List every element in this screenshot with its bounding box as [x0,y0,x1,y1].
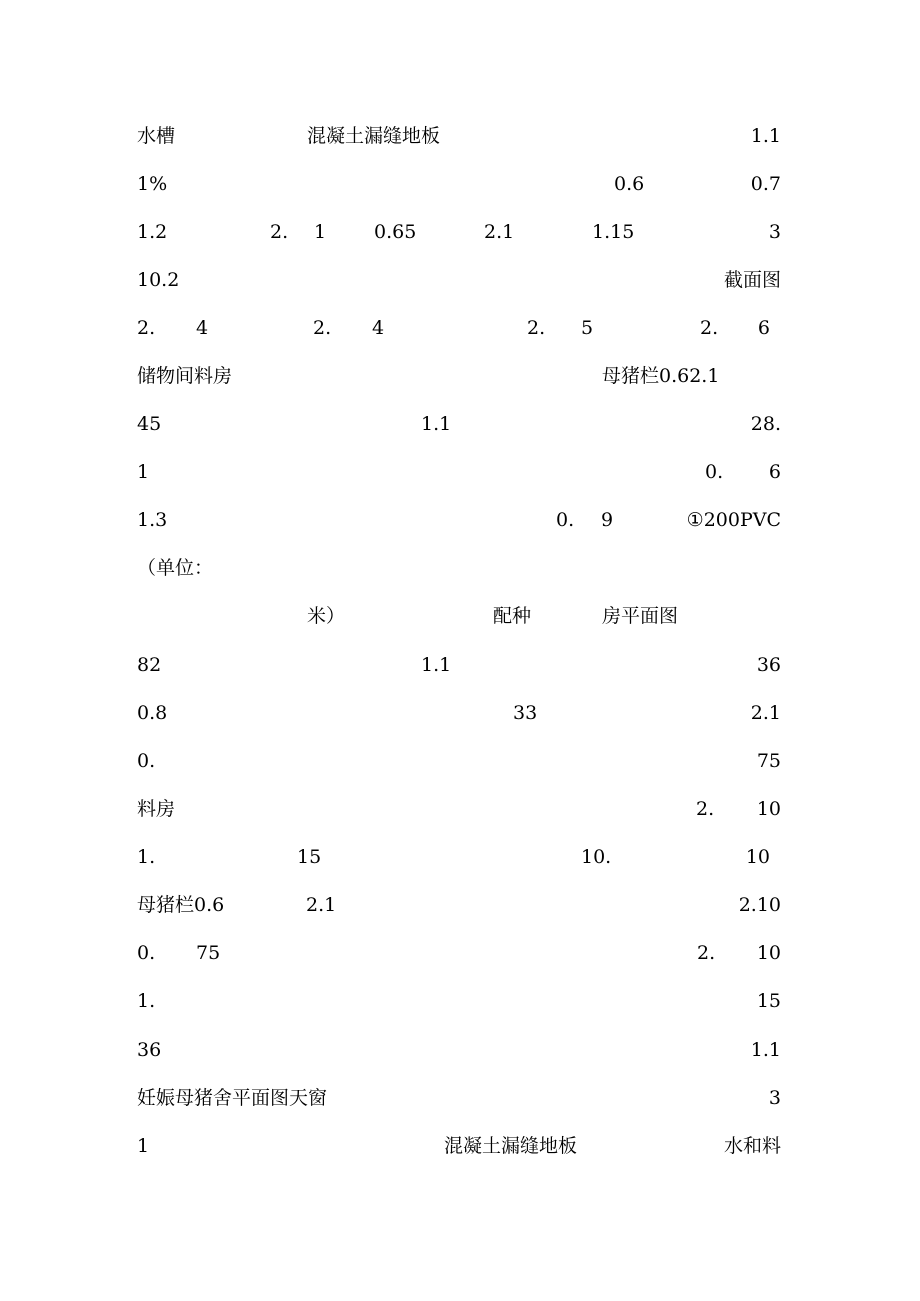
text-cell: 1 [314,221,327,243]
text-cell: 水槽 [137,125,176,147]
text-cell: 10.2 [137,269,180,291]
text-cell: 33 [513,702,538,724]
text-line [0,175,920,201]
text-cell: 1 [137,1135,150,1157]
text-cell: 1.1 [750,1039,781,1061]
text-cell: 10 [756,798,781,820]
text-cell: 3 [768,1087,781,1109]
text-line [0,271,920,297]
text-cell: 1% [137,173,168,195]
text-cell: 10 [745,846,770,868]
text-line [0,223,920,249]
text-cell: 45 [137,413,162,435]
text-cell: 10 [756,942,781,964]
text-cell: 2. [527,317,546,339]
text-line [0,704,920,730]
text-cell: 储物间料房 [137,365,233,387]
text-line [0,607,920,633]
text-cell: 2. [313,317,332,339]
text-cell: 28. [750,413,781,435]
text-cell: 料房 [137,798,176,820]
text-cell: 截面图 [723,269,781,291]
text-cell: 6 [757,317,770,339]
text-line [0,896,920,922]
text-line [0,1089,920,1115]
text-line [0,848,920,874]
text-cell: 2. [697,942,716,964]
text-line [0,127,920,153]
text-cell: 0. [556,509,575,531]
text-cell: 2.1 [306,894,337,916]
text-cell: 15 [756,990,781,1012]
text-cell: 3 [768,221,781,243]
text-cell: 36 [137,1039,162,1061]
text-cell: 6 [768,461,781,483]
text-cell: 1 [137,461,150,483]
text-cell: 36 [756,654,781,676]
text-cell: 15 [297,846,322,868]
text-cell: 75 [756,750,781,772]
text-line [0,319,920,345]
text-line [0,559,920,585]
text-cell: 10. [581,846,612,868]
text-cell: 0.65 [374,221,417,243]
text-cell: 0.6 [614,173,645,195]
text-line [0,800,920,826]
text-cell: 1.1 [421,413,452,435]
text-cell: 2.1 [750,702,781,724]
text-cell: 82 [137,654,162,676]
text-cell: 9 [601,509,614,531]
text-cell: 混凝土漏缝地板 [444,1135,578,1157]
text-cell: 2. [696,798,715,820]
text-cell: 4 [372,317,385,339]
text-cell: 1. [137,990,156,1012]
text-line [0,1137,920,1163]
text-cell: 1.3 [137,509,168,531]
text-cell: 0.8 [137,702,168,724]
text-cell: 1.15 [592,221,635,243]
text-line [0,463,920,489]
text-cell: 2.1 [484,221,515,243]
text-cell: （单位： [137,557,214,579]
text-line [0,511,920,537]
text-cell: 母猪栏0.62.1 [602,365,720,387]
text-cell: 2. [270,221,289,243]
text-cell: 1.2 [137,221,168,243]
text-cell: 5 [581,317,594,339]
text-line [0,752,920,778]
text-cell: 配种 [493,605,532,627]
text-cell: 2. [137,317,156,339]
text-cell: 妊娠母猪舍平面图天窗 [137,1087,328,1109]
text-line [0,415,920,441]
text-cell: 水和料 [723,1135,781,1157]
text-cell: 0. [137,750,156,772]
text-cell: 0. [705,461,724,483]
text-cell: 1.1 [421,654,452,676]
text-cell: 1. [137,846,156,868]
text-cell: 母猪栏0.6 [137,894,225,916]
text-cell: 4 [196,317,209,339]
text-cell: 0.7 [750,173,781,195]
text-cell: 混凝土漏缝地板 [307,125,441,147]
text-cell: 2.10 [738,894,781,916]
text-line [0,367,920,393]
text-cell: 0. [137,942,156,964]
text-cell: 75 [196,942,221,964]
text-cell: 米） [307,605,346,627]
text-cell: 1.1 [750,125,781,147]
text-line [0,656,920,682]
text-line [0,992,920,1018]
text-line [0,944,920,970]
text-cell: 房平面图 [602,605,679,627]
text-line [0,1041,920,1067]
text-cell: 2. [700,317,719,339]
text-cell: ①200PVC [686,509,781,531]
